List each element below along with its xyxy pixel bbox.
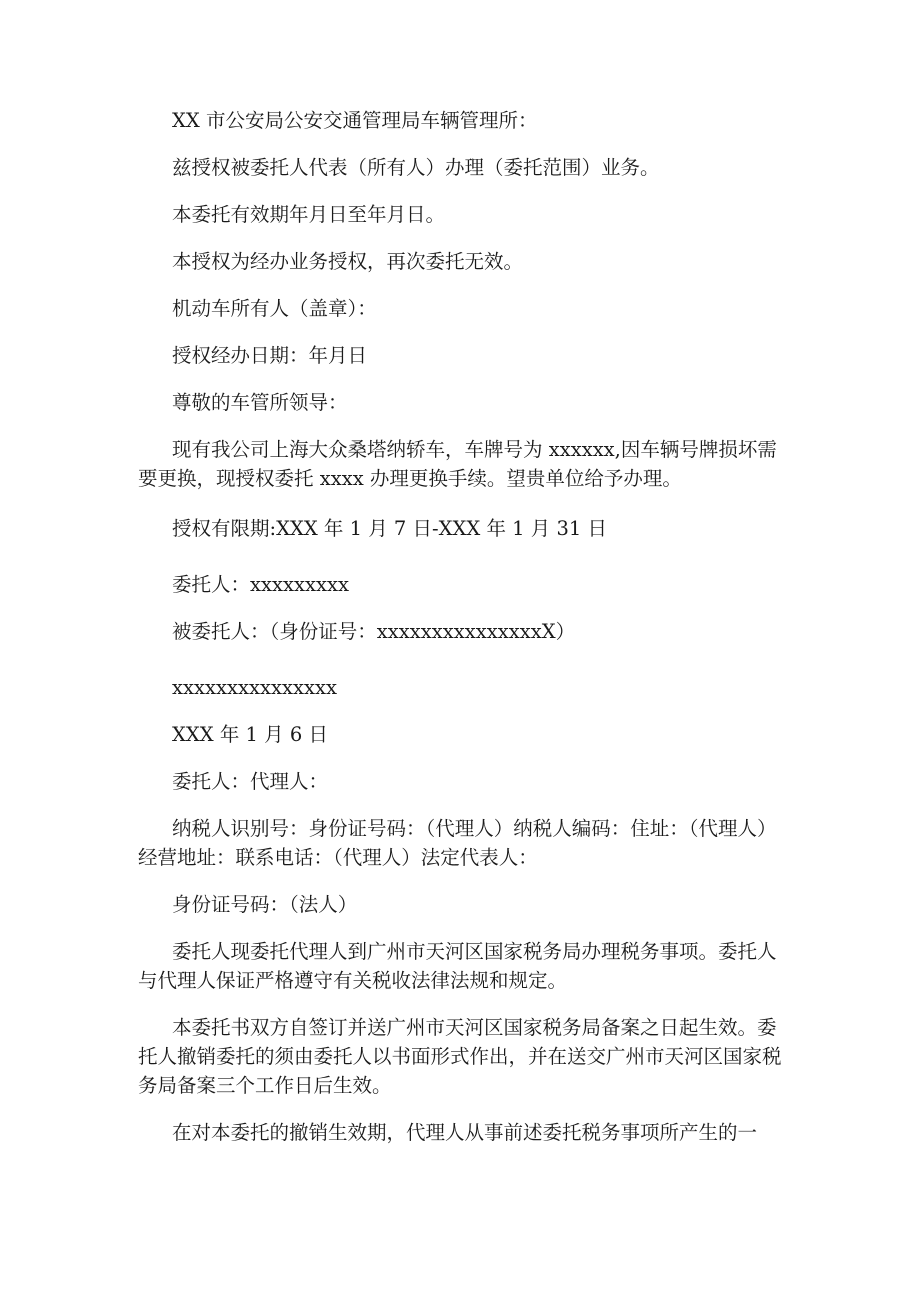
tax-entrustment-statement: 委托人现委托代理人到广州市天河区国家税务局办理税务事项。委托人与代理人保证严格遵守有关税收法律法规和规定。 (138, 940, 777, 992)
agent-id-line: 被委托人：（身份证号：xxxxxxxxxxxxxxxX） (172, 620, 576, 643)
agent-name-line: xxxxxxxxxxxxxxx (172, 676, 337, 699)
legal-person-id: 身份证号码：（法人） (172, 893, 358, 916)
principal-line: 委托人：xxxxxxxxx (172, 573, 349, 596)
signing-date: XXX 年 1 月 6 日 (172, 723, 328, 746)
license-plate-request: 现有我公司上海大众桑塔纳轿车，车牌号为 xxxxxx,因车辆号牌损坏需要更换，现授权委托 xxxx 办理更换手续。望贵单位给予办理。 (138, 438, 777, 490)
addressee-line: XX 市公安局公安交通管理局车辆管理所： (172, 109, 538, 132)
authorization-note: 本授权为经办业务授权，再次委托无效。 (172, 250, 524, 273)
principal-agent-header: 委托人：代理人： (172, 770, 329, 793)
validity-period: 本委托有效期年月日至年月日。 (172, 203, 446, 226)
effectiveness-clause: 本委托书双方自签订并送广州市天河区国家税务局备案之日起生效。委托人撤销委托的须由委托人以书面形式作出，并在送交广州市天河区国家税务局备案三个工作日后生效。 (138, 1016, 782, 1097)
revocation-clause: 在对本委托的撤销生效期，代理人从事前述委托税务事项所产生的一 (172, 1121, 758, 1144)
authorization-date-line: 授权经办日期：年月日 (172, 344, 368, 367)
authorization-scope: 兹授权被委托人代表（所有人）办理（委托范围）业务。 (172, 156, 660, 179)
salutation: 尊敬的车管所领导： (172, 391, 348, 414)
owner-seal-line: 机动车所有人（盖章）： (172, 297, 377, 320)
authorization-term: 授权有限期:XXX 年 1 月 7 日-XXX 年 1 月 31 日 (172, 517, 607, 540)
taxpayer-details: 纳税人识别号：身份证号码：（代理人）纳税人编码：住址：（代理人）经营地址：联系电话：（代理人）法定代表人： (138, 817, 777, 869)
